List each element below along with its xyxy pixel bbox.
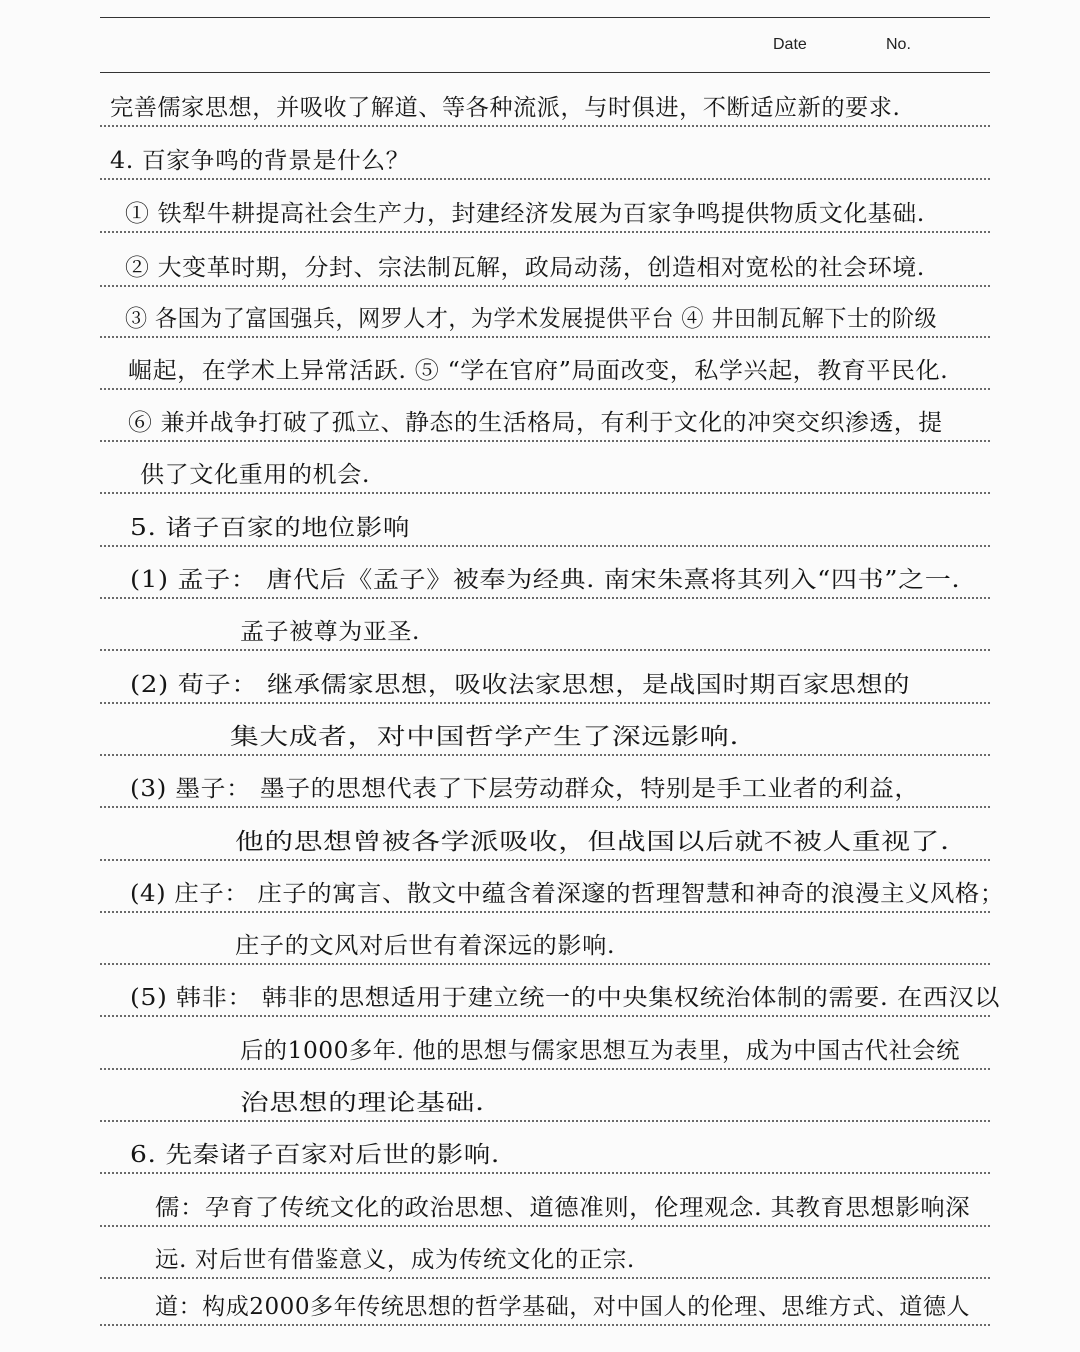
note-text: 他的思想曾被各学派吸收，但战国以后就不被人重视了. (235, 829, 950, 855)
dotted-rule (100, 492, 990, 494)
note-line (100, 444, 990, 494)
note-line (100, 1020, 990, 1070)
note-line (100, 967, 1001, 1017)
note-line (100, 706, 990, 756)
note-line (100, 130, 990, 180)
dotted-rule (100, 388, 990, 390)
page-header (100, 36, 990, 60)
note-text: (5) 韩非： 韩非的思想适用于建立统一的中央集权统治体制的需要. 在西汉以 (130, 985, 1001, 1011)
note-line (100, 549, 990, 599)
note-text: (4) 庄子： 庄子的寓言、散文中蕴含着深邃的哲理智慧和神奇的浪漫主义风格； (130, 881, 1005, 907)
dotted-rule (100, 963, 990, 965)
note-line (100, 1177, 990, 1227)
dotted-rule (100, 1015, 990, 1017)
note-line (100, 497, 990, 547)
note-text: 治思想的理论基础. (240, 1090, 485, 1116)
note-text: 6. 先秦诸子百家对后世的影响. (130, 1142, 500, 1168)
dotted-rule (100, 231, 990, 233)
note-text: (3) 墨子： 墨子的思想代表了下层劳动群众，特别是手工业者的利益， (130, 776, 920, 802)
note-line (100, 183, 990, 233)
note-text: (2) 荀子： 继承儒家思想，吸收法家思想，是战国时期百家思想的 (130, 672, 910, 698)
number-label: No. (886, 36, 911, 53)
note-text: ② 大变革时期，分封、宗法制瓦解，政局动荡，创造相对宽松的社会环境. (125, 255, 925, 281)
note-text: 5. 诸子百家的地位影响 (130, 515, 411, 541)
note-line (100, 237, 990, 287)
dotted-rule (100, 285, 990, 287)
dotted-rule (100, 545, 990, 547)
dotted-rule (100, 440, 990, 442)
dotted-rule (100, 125, 990, 127)
note-line (100, 340, 990, 390)
date-label: Date (773, 36, 807, 53)
dotted-rule (100, 1225, 990, 1227)
note-text: 远. 对后世有借鉴意义，成为传统文化的正宗. (155, 1247, 635, 1273)
note-line (100, 77, 990, 127)
note-line (100, 601, 990, 651)
note-text: 4. 百家争鸣的背景是什么？ (110, 148, 410, 174)
note-text: 道：构成2000多年传统思想的哲学基础，对中国人的伦理、思维方式、道德人 (155, 1294, 970, 1320)
dotted-rule (100, 1172, 990, 1174)
note-line (100, 1072, 990, 1122)
note-text: ① 铁犁牛耕提高社会生产力，封建经济发展为百家争鸣提供物质文化基础. (125, 201, 925, 227)
note-line (100, 863, 1005, 913)
note-text: 孟子被尊为亚圣. (240, 619, 421, 645)
note-line (100, 392, 990, 442)
note-text: 儒：孕育了传统文化的政治思想、道德准则，伦理观念. 其教育思想影响深 (155, 1195, 971, 1221)
dotted-rule (100, 597, 990, 599)
note-text: 供了文化重用的机会. (140, 462, 371, 488)
note-line (100, 654, 990, 704)
dotted-rule (100, 1120, 990, 1122)
dotted-rule (100, 1068, 990, 1070)
dotted-rule (100, 336, 990, 338)
top-rule (100, 17, 990, 18)
note-line (100, 758, 990, 808)
note-text: (1) 孟子： 唐代后《孟子》被奉为经典. 南宋朱熹将其列入“四书”之一. (130, 567, 961, 593)
note-text: ③ 各国为了富国强兵，网罗人才，为学术发展提供平台 ④ 井田制瓦解下士的阶级 (125, 306, 938, 332)
note-text: 庄子的文风对后世有着深远的影响. (235, 933, 616, 959)
dotted-rule (100, 649, 990, 651)
dotted-rule (100, 702, 990, 704)
dotted-rule (100, 178, 990, 180)
dotted-rule (100, 754, 990, 756)
note-line (100, 811, 990, 861)
dotted-rule (100, 806, 990, 808)
dotted-rule (100, 859, 990, 861)
note-text: 集大成者，对中国哲学产生了深远影响. (230, 724, 740, 750)
dotted-rule (100, 1324, 990, 1326)
note-text: 完善儒家思想，并吸收了解道、等各种流派，与时俱进，不断适应新的要求. (110, 95, 901, 121)
note-text: 后的1000多年. 他的思想与儒家思想互为表里，成为中国古代社会统 (240, 1038, 960, 1064)
note-text: 崛起，在学术上异常活跃. ⑤ “学在官府”局面改变，私学兴起，教育平民化. (128, 358, 949, 384)
note-line (100, 915, 990, 965)
dotted-rule (100, 911, 990, 913)
note-line (100, 1124, 990, 1174)
note-line (100, 288, 990, 338)
note-text: ⑥ 兼并战争打破了孤立、静态的生活格局，有利于文化的冲突交织渗透，提 (128, 410, 943, 436)
note-line (100, 1229, 990, 1279)
note-line (100, 1276, 990, 1326)
header-rule (100, 72, 990, 73)
